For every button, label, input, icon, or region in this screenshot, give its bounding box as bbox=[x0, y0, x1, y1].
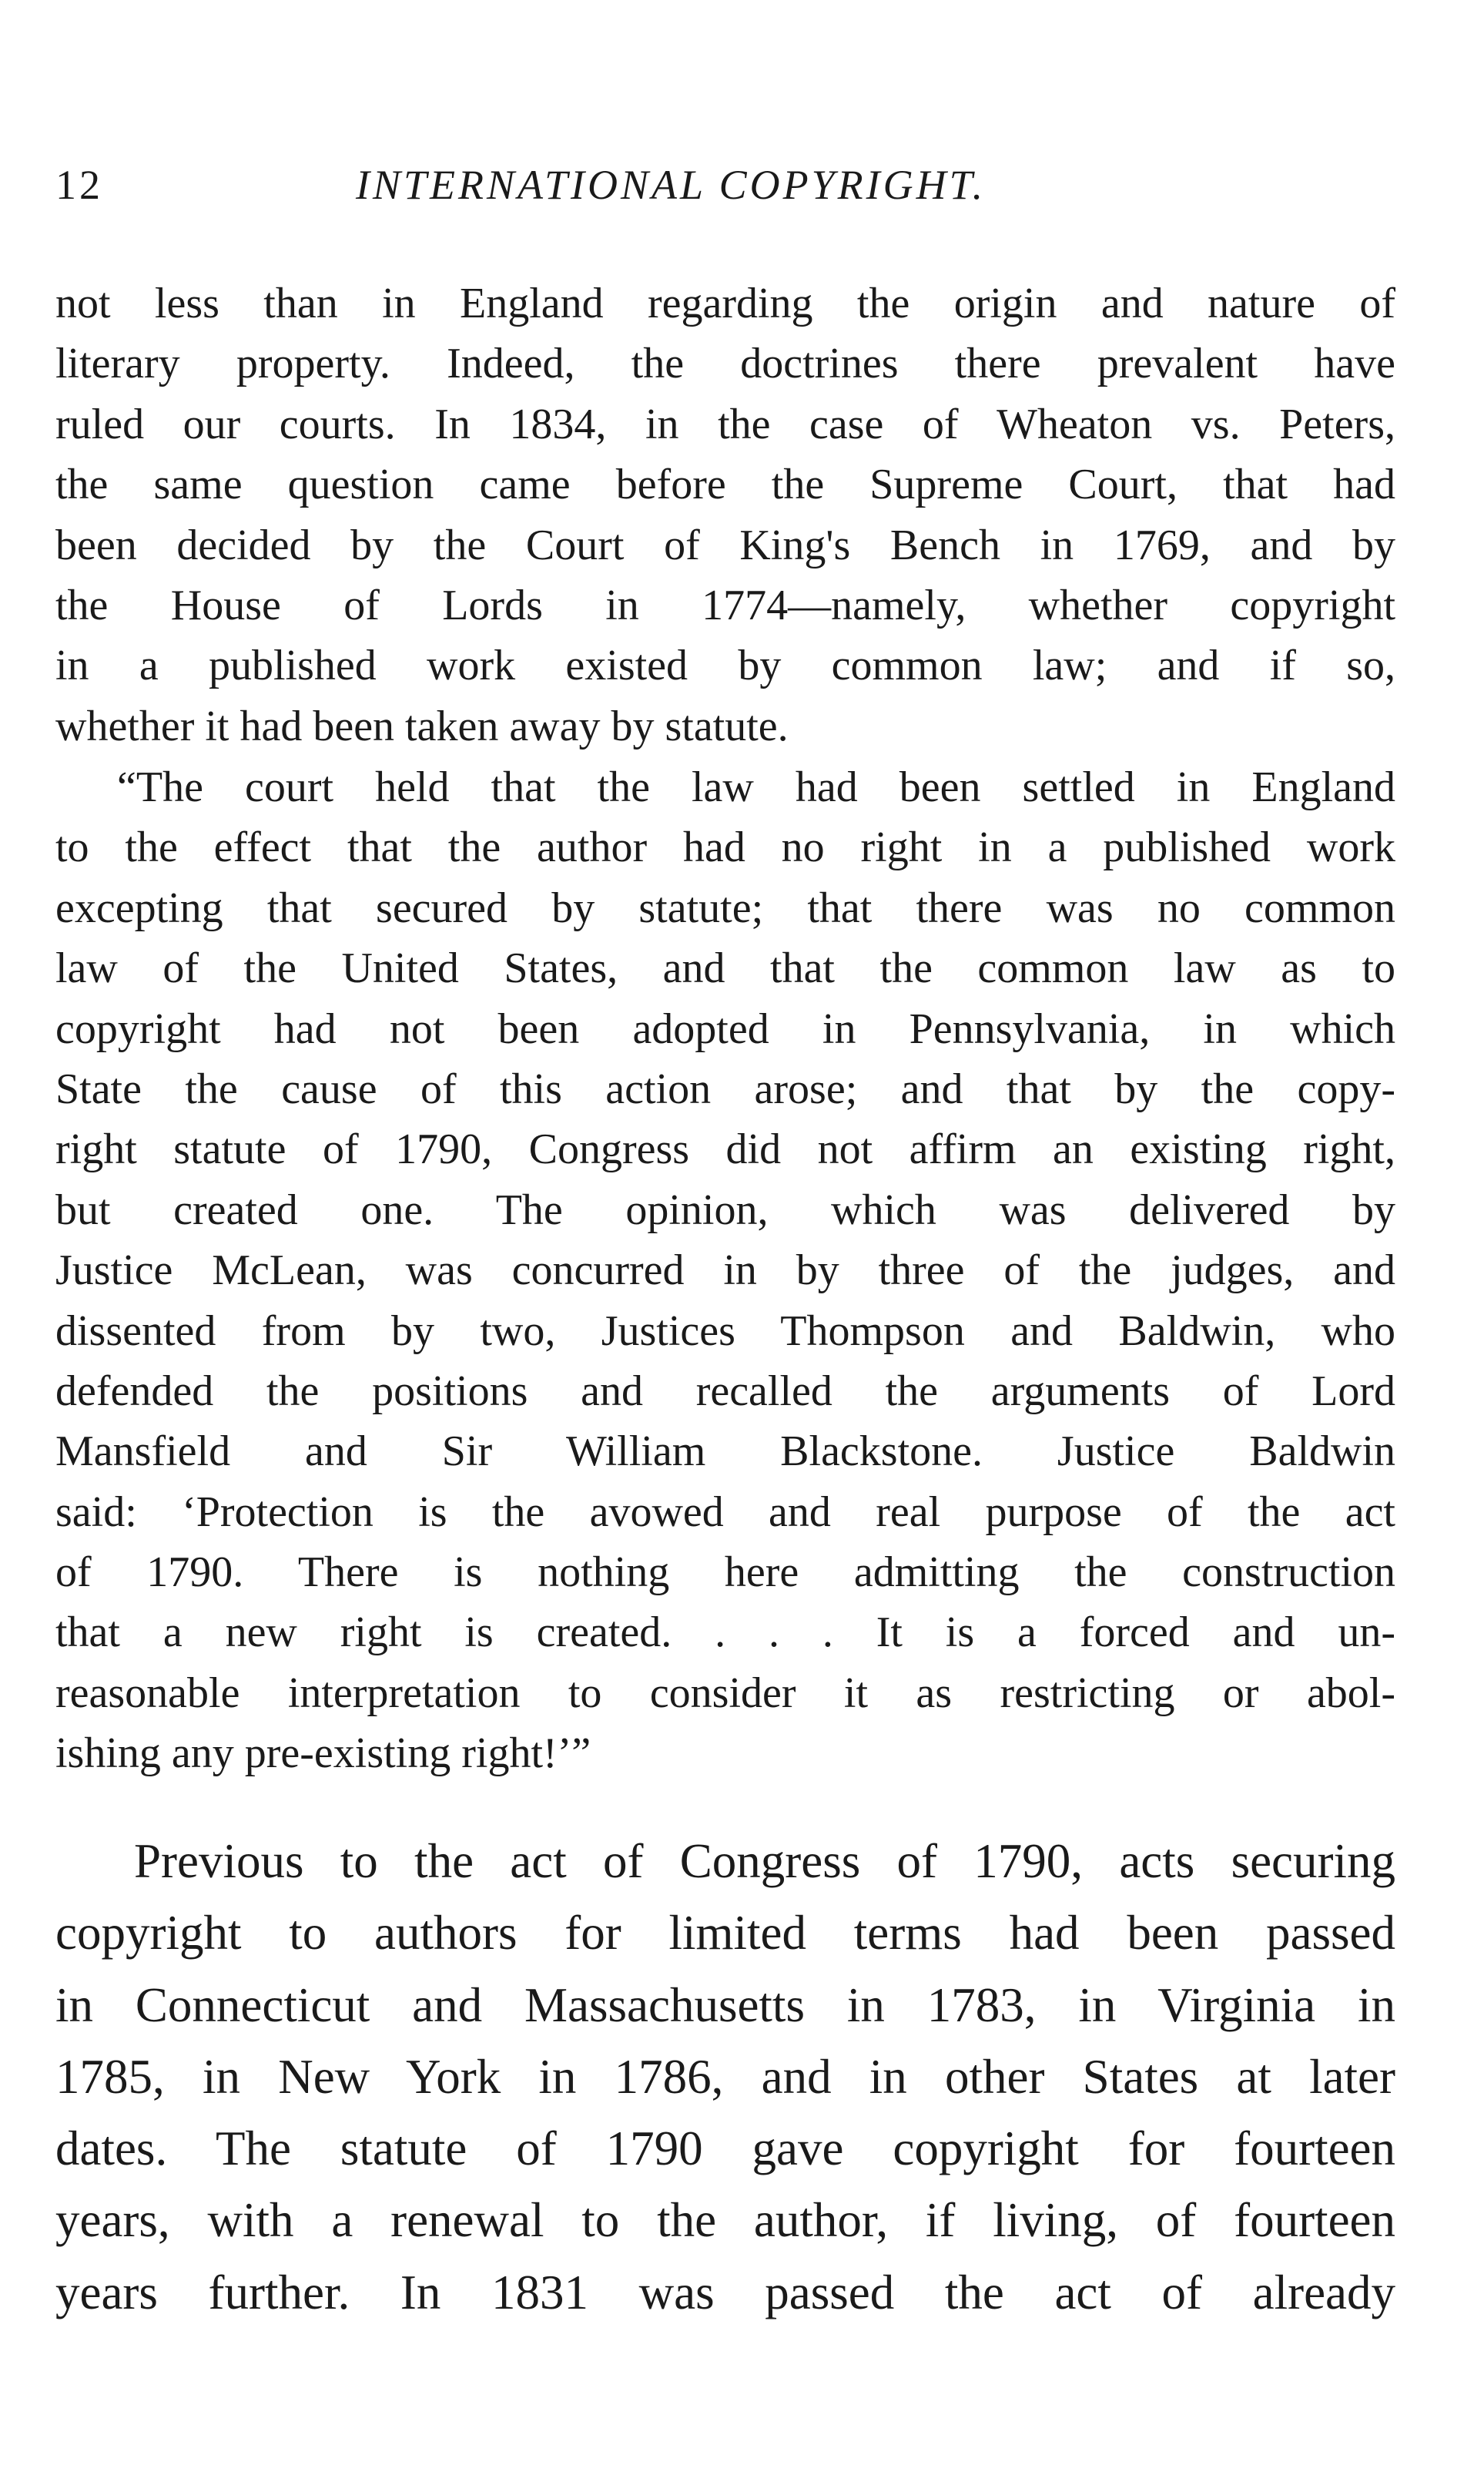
paragraph-3 bbox=[55, 1826, 1395, 2329]
page-number: 12 bbox=[55, 162, 103, 208]
text-line: to the effect that the author had no right in a published work bbox=[55, 823, 1395, 872]
text-line: whether it had been taken away by statute. bbox=[55, 702, 789, 750]
text-line: years further. In 1831 was passed the act of already bbox=[55, 2265, 1395, 2319]
text-line: copyright had not been adopted in Pennsylvania, in which bbox=[55, 1005, 1395, 1053]
text-line: dates. The statute of 1790 gave copyright for fourteen bbox=[55, 2121, 1395, 2176]
paragraph-2-quotation bbox=[55, 757, 1395, 1784]
text-line: reasonable interpretation to consider it as restricting or abol- bbox=[55, 1669, 1395, 1717]
text-line: ruled our courts. In 1834, in the case of Wheaton vs. Peters, bbox=[55, 400, 1395, 448]
page-header bbox=[55, 158, 1395, 212]
text-line: said: ‘Protection is the avowed and real purpose of the act bbox=[55, 1487, 1395, 1536]
text-line: not less than in England regarding the origin and nature of bbox=[55, 280, 1395, 327]
text-line: but created one. The opinion, which was delivered by bbox=[55, 1186, 1395, 1234]
text-line: Justice McLean, was concurred in by three of the judges, and bbox=[55, 1246, 1395, 1295]
text-line: copyright to authors for limited terms had been passed bbox=[55, 1906, 1395, 1960]
text-line: been decided by the Court of King's Bench in 1769, and by bbox=[55, 521, 1395, 569]
text-line: law of the United States, and that the common law as to bbox=[55, 944, 1395, 993]
text-line: of 1790. There is nothing here admitting the construction bbox=[55, 1548, 1395, 1597]
text-line: right statute of 1790, Congress did not affirm an existing right, bbox=[55, 1125, 1395, 1174]
text-line: in Connecticut and Massachusetts in 1783, in Virginia in bbox=[55, 1977, 1395, 2032]
text-line: dissented from by two, Justices Thompson and Baldwin, who bbox=[55, 1306, 1395, 1355]
text-line: Previous to the act of Congress of 1790, acts securing bbox=[134, 1834, 1395, 1888]
text-line: literary property. Indeed, the doctrines there prevalent have bbox=[55, 340, 1395, 388]
paragraph-1 bbox=[55, 273, 1395, 756]
text-line: defended the positions and recalled the arguments of Lord bbox=[55, 1367, 1395, 1415]
text-line: State the cause of this action arose; and that by the copy- bbox=[55, 1065, 1395, 1113]
running-head: INTERNATIONAL COPYRIGHT. bbox=[356, 162, 987, 208]
text-line: in a published work existed by common law; and if so, bbox=[55, 642, 1395, 690]
text-line: 1785, in New York in 1786, and in other States at later bbox=[55, 2049, 1395, 2104]
text-line: Mansfield and Sir William Blackstone. Justice Baldwin bbox=[55, 1427, 1395, 1476]
text-line: years, with a renewal to the author, if living, of fourteen bbox=[55, 2193, 1395, 2248]
text-line: ishing any pre-existing right!’” bbox=[55, 1729, 591, 1778]
text-line: the same question came before the Supreme Court, that had bbox=[55, 461, 1395, 509]
text-line: excepting that secured by statute; that there was no common bbox=[55, 884, 1395, 932]
text-line: “The court held that the law had been settled in England bbox=[117, 763, 1395, 811]
text-line: the House of Lords in 1774—namely, whether copyright bbox=[55, 581, 1395, 629]
text-line: that a new right is created. . . . It is a forced and un- bbox=[55, 1608, 1395, 1657]
